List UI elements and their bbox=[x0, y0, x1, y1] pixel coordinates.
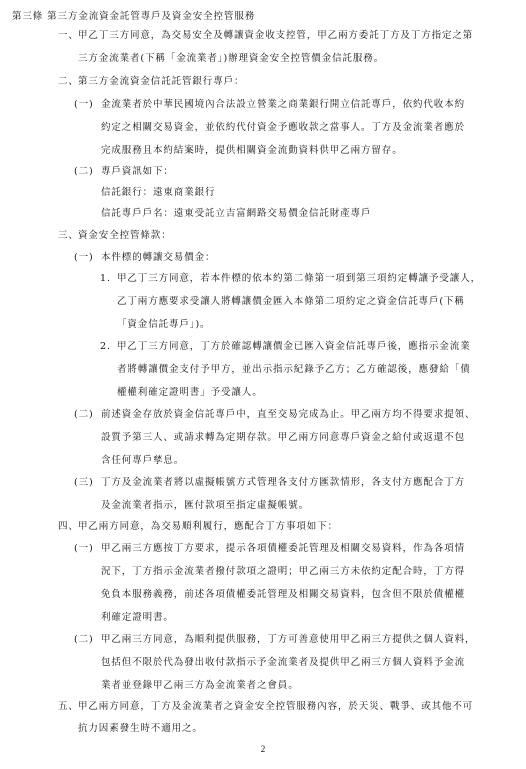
section-3-item-2-line: 含任何專戶孳息。 bbox=[101, 455, 185, 466]
section-3-item-2-marker: (二) bbox=[74, 409, 94, 420]
section-2-item-2-marker: (二) bbox=[74, 166, 94, 177]
subitem-1-line: 乙丁兩方應要求受讓人將轉讓價金匯入本條第二項約定之資金信託專戶(下稱 bbox=[117, 296, 465, 307]
section-3-item-3-line: 丁方及金流業者將以虛擬帳號方式管理各支付方匯款情形，各支付方應配合丁方 bbox=[101, 477, 466, 488]
subitem-2-line: 者將轉讓價金支付予甲方，並出示指示紀錄予乙方；乙方確認後，應發給「債 bbox=[117, 364, 471, 375]
subitem-2-line: 甲乙丁三方同意，丁方於確認轉讓價金已匯入資金信託專戶後，應指示金流業 bbox=[117, 341, 471, 352]
section-3-marker: 三、 bbox=[58, 230, 79, 241]
section-4-item-2-line: 甲乙兩三方同意，為順利提供服務，丁方可善意使用甲乙兩三方提供之個人資料， bbox=[101, 634, 476, 645]
section-4-item-2-line: 包括但不限於代為發出收付款指示予金流業者及提供甲乙兩三方個人資料予金流 bbox=[101, 657, 466, 668]
section-1-marker: 一、 bbox=[58, 30, 79, 41]
section-3-item-1-title: 本件標的轉讓交易價金： bbox=[101, 252, 216, 263]
section-1-line: 三方金流業者(下稱「金流業者」)辦理資金安全控管價金信託服務。 bbox=[78, 53, 385, 64]
section-5-line: 抗力因素發生時不適用之。 bbox=[78, 723, 203, 734]
article-heading: 第三條 第三方金流資金託管專戶及資金安全控管服務 bbox=[12, 11, 256, 22]
page-number: 2 bbox=[260, 744, 266, 754]
section-4-title: 甲乙兩方同意，為交易順利履行，應配合丁方事項如下： bbox=[78, 521, 339, 532]
subitem-1-line: 甲乙丁三方同意，若本件標的依本約第二條第一項到第三項約定轉讓予受讓人， bbox=[117, 273, 482, 284]
section-5-line: 甲乙兩方同意，丁方及金流業者之資金安全控管服務內容，於天災、戰爭、或其他不可 bbox=[78, 701, 474, 712]
section-3-item-3-marker: (三) bbox=[74, 477, 94, 488]
section-2-item-1-line: 金流業者於中華民國境內合法設立營業之商業銀行開立信託專戶，依約代收本約 bbox=[101, 99, 466, 110]
trust-account-line: 信託專戶戶名：遠東受託立吉富網路交易價金信託財產專戶 bbox=[101, 208, 372, 219]
subitem-1-line: 「資金信託專戶」)。 bbox=[117, 319, 211, 330]
section-2-item-1-line: 約定之相關交易資金，並依約代付資金予應收款之當事人。丁方及金流業者應於 bbox=[101, 122, 466, 133]
section-2-title: 第三方金流資金信託託管銀行專戶： bbox=[78, 76, 245, 87]
section-4-item-1-line: 況下，丁方指示金流業者撥付款項之證明；甲乙兩三方未依約定配合時，丁方得 bbox=[101, 566, 466, 577]
subitem-2-marker: 2. bbox=[100, 341, 111, 352]
section-4-item-2-line: 業者並登錄甲乙兩三方為金流業者之會員。 bbox=[101, 680, 299, 691]
section-4-marker: 四、 bbox=[58, 521, 79, 532]
section-4-item-1-line: 甲乙兩三方應按丁方要求，提示各項債權委託管理及相關交易資料，作為各項情 bbox=[101, 543, 466, 554]
section-1-line: 甲乙丁三方同意，為交易安全及轉讓資金收支控管，甲乙兩方委託丁方及丁方指定之第 bbox=[78, 30, 474, 41]
section-2-marker: 二、 bbox=[58, 76, 79, 87]
subitem-2-line: 權權利確定證明書」予受讓人。 bbox=[117, 387, 263, 398]
section-2-item-2-title: 專戶資訊如下： bbox=[101, 166, 174, 177]
section-4-item-2-marker: (二) bbox=[74, 634, 94, 645]
section-4-item-1-line: 免負本服務義務，前述各項債權委託管理及相關交易資料，包含但不限於債權權 bbox=[101, 589, 466, 600]
section-5-marker: 五、 bbox=[58, 701, 79, 712]
trust-bank-line: 信託銀行：遠東商業銀行 bbox=[101, 187, 216, 198]
section-3-title: 資金安全控管條款： bbox=[78, 230, 172, 241]
section-4-item-1-marker: (一) bbox=[74, 543, 94, 554]
section-3-item-3-line: 及金流業者指示，匯付款項至指定虛擬帳號。 bbox=[101, 500, 310, 511]
section-2-item-1-marker: (一) bbox=[74, 99, 94, 110]
subitem-1-marker: 1. bbox=[100, 273, 111, 284]
section-3-item-2-line: 設質予第三人、或請求轉為定期存款。甲乙兩方同意專戶資金之給付或返還不包 bbox=[101, 432, 466, 443]
section-2-item-1-line: 完成服務且本約結案時，提供相關資金流動資料供甲乙兩方留存。 bbox=[101, 145, 403, 156]
section-4-item-1-line: 利確定證明書。 bbox=[101, 612, 174, 623]
section-3-item-2-line: 前述資金存放於資金信託專戶中，直至交易完成為止。甲乙兩方均不得要求提領、 bbox=[101, 409, 476, 420]
section-3-item-1-marker: (一) bbox=[74, 252, 94, 263]
